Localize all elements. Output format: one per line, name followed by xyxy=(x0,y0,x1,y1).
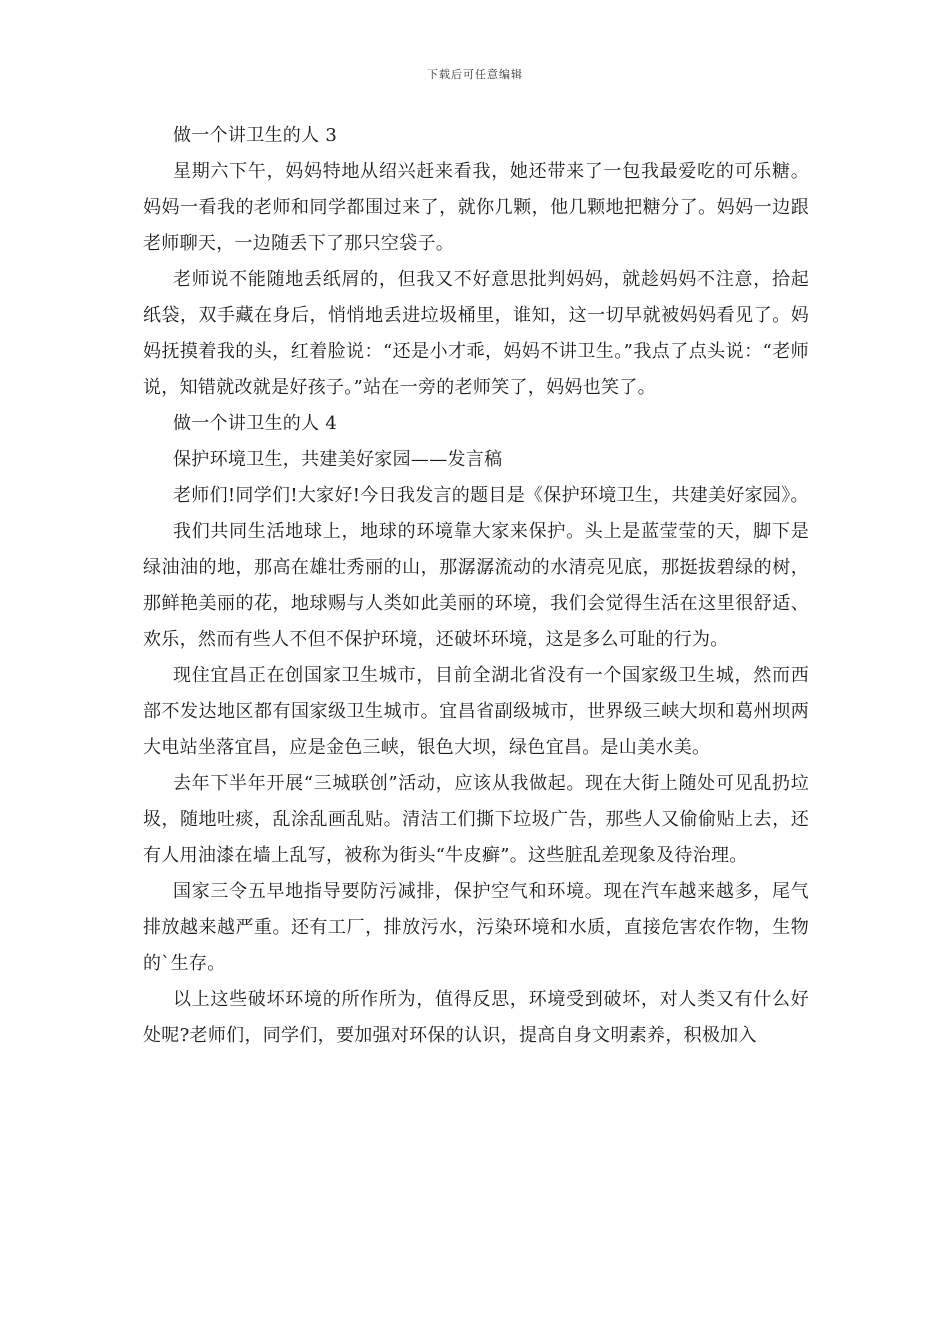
paragraph: 以上这些破坏环境的所作所为，值得反思，环境受到破坏，对人类又有什么好处呢?老师们，同学们，要加强对环保的认识，提高自身文明素养，积极加入 xyxy=(143,989,809,1046)
paragraph: 星期六下午，妈妈特地从绍兴赶来看我，她还带来了一包我最爱吃的可乐糖。妈妈一看我的老师和同学都围过来了，就你几颗，他几颗地把糖分了。妈妈一边跟老师聊天，一边随丢下了那只空袋子。 xyxy=(143,161,809,254)
paragraph: 我们共同生活地球上，地球的环境靠大家来保护。头上是蓝莹莹的天，脚下是绿油油的地，那高在雄壮秀丽的山，那潺潺流动的水清亮见底，那挺拔碧绿的树，那鲜艳美丽的花，地球赐与人类如此美丽的环境，我们会觉得生活在这里很舒适、欢乐，然而有些人不但不保护环境，还破坏环境，这是多么可耻的行为。 xyxy=(143,521,809,650)
page-header: 下载后可任意编辑 xyxy=(427,68,523,81)
section-heading-3: 做一个讲卫生的人 3 xyxy=(173,125,338,146)
paragraph: 国家三令五早地指导要防污减排，保护空气和环境。现在汽车越来越多，尾气排放越来越严重。还有工厂，排放污水，污染环境和水质，直接危害农作物，生物的`生存。 xyxy=(143,881,809,974)
document-body xyxy=(143,118,809,1054)
paragraph: 去年下半年开展“三城联创”活动，应该从我做起。现在大街上随处可见乱扔垃圾，随地吐痰，乱涂乱画乱贴。清洁工们撕下垃圾广告，那些人又偷偷贴上去，还有人用油漆在墙上乱写，被称为街头“牛皮癣”。这些脏乱差现象及待治理。 xyxy=(143,773,809,866)
paragraph: 现住宜昌正在创国家卫生城市，目前全湖北省没有一个国家级卫生城，然而西部不发达地区都有国家级卫生城市。宜昌省副级城市，世界级三峡大坝和葛州坝两大电站坐落宜昌，应是金色三峡，银色大坝，绿色宜昌。是山美水美。 xyxy=(143,665,809,758)
paragraph: 老师说不能随地丢纸屑的，但我又不好意思批判妈妈，就趁妈妈不注意，拾起纸袋，双手藏在身后，悄悄地丢进垃圾桶里，谁知，这一切早就被妈妈看见了。妈妈抚摸着我的头，红着脸说：“还是小才乖，妈妈不讲卫生。”我点了点头说：“老师说，知错就改就是好孩子。”站在一旁的老师笑了，妈妈也笑了。 xyxy=(143,269,809,398)
section-heading-4: 做一个讲卫生的人 4 xyxy=(173,413,338,434)
paragraph: 老师们!同学们!大家好!今日我发言的题目是《保护环境卫生，共建美好家园》。 xyxy=(173,485,809,506)
speech-title: 保护环境卫生，共建美好家园——发言稿 xyxy=(173,449,503,470)
